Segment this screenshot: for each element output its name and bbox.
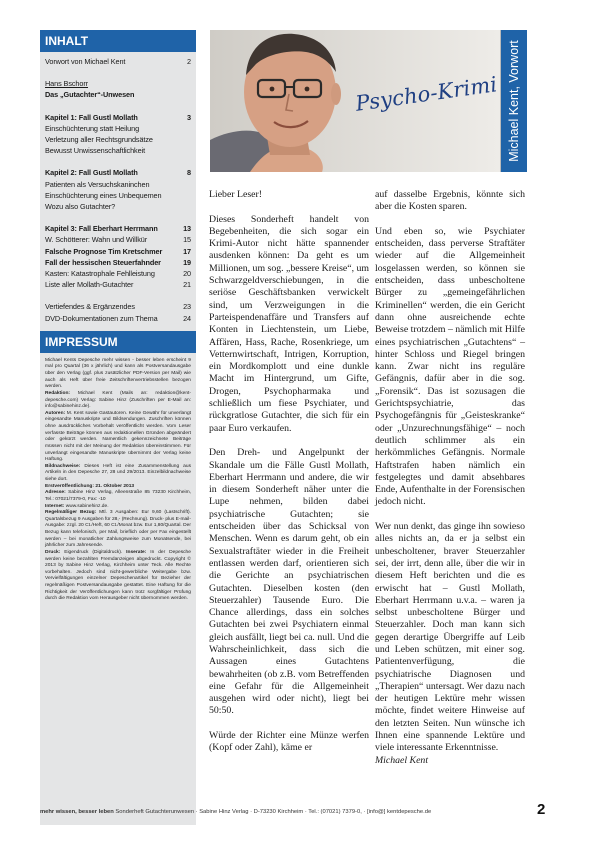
psycho-krimi-script-title: Psycho-Krimi <box>354 72 499 116</box>
toc-entry[interactable] <box>45 201 191 212</box>
toc-entry-title: Bewusst Unwissenschaftlichkeit <box>45 146 146 156</box>
inhalt-heading: INHALT <box>40 30 196 52</box>
toc-spacer <box>45 290 191 301</box>
article-paragraph: Dieses Sonderheft handelt von Begebenheiten, die sich sogar ein Krimi-Autor nicht hätte spannender ausdenken können: Da geht es um Millionen, um sog. „bessere Kreise“, um Schwarzgeldverschiebungen, in die seriöse Geschäftsbanken verwickelt sind, um Verzweigungen in die Parteispendenaffäre und Transfers auf Konten in Liechtenstein, um Liebe, Affären, Hass, Rache, Rosenkriege, um Vetternwirtschaft, Intrigen, Korruption, ein Mordkomplott und eine dunkle Macht im Hintergrund, um Gifte, Drogen, Psychopharmaka und schließlich um fiese Psychiater, und rückgratlose Gutachter, die sich für ein paar Euro verkaufen. <box>209 213 369 434</box>
toc-entry[interactable] <box>45 179 191 190</box>
toc-entry[interactable] <box>45 89 191 100</box>
toc-entry-page: 24 <box>183 313 191 323</box>
toc-spacer <box>45 156 191 167</box>
toc-entry-page: 3 <box>187 112 191 122</box>
sidebar <box>40 30 196 825</box>
toc-entry-page <box>187 78 191 89</box>
toc-entry[interactable] <box>45 167 191 178</box>
toc-entry-title: Kapitel 1: Fall Gustl Mollath <box>45 112 138 122</box>
impressum-bezug: Mtl. 3 Ausgaben: Eur 9,60 (Lastschrift). Quartalsbezug 9 Ausgaben für 28,- (Rechnung). Druck- plus E-mail-Ausgabe: zzgl. 20 Ct./Heft, 60 Ct./Monat bzw. Eur 1,80/Quartal. Der Bezug kann telefonisch, per Mail, brieflich oder per Fax eingestellt werden – bei monatlicher Zahlungsweise zum Monatsende, bei jährlicher zum Jahresende. <box>45 510 191 549</box>
toc-entry[interactable] <box>45 223 191 234</box>
toc-entry-title: Liste aller Mollath-Gutachter <box>45 280 134 290</box>
toc-entry[interactable] <box>45 234 191 245</box>
toc-entry[interactable] <box>45 134 191 145</box>
toc-entry-page <box>187 179 191 190</box>
impressum-label: Internet: <box>45 503 65 509</box>
article-paragraph: Wer nun denkt, das ginge ihn sowieso alles nichts an, da er ja selbst ein unbescholtener, braver Steuerzahler sei, der irrt, denn alle, über die wir in diesem Heft berichten und die es erwischt hat – Gustl Mollath, Eberhart Herrmann u.v.a. – waren ja selbst unbescholtene Bürger und Steuerzahler. Doch man kann sich gegen derartige Übergriffe auf Leib und Leben schützen, mit einer sog. Patientenverfügung, die psychiatrische Diagnosen und „Therapien“ untersagt. Wer dazu nach der heutigen Lektüre mehr wissen möchte, findet weitere Hinweise auf den letzten Seiten. Nun wünsche ich Ihnen eine spannende Lektüre und viele interessante Erkenntnisse. <box>375 521 525 754</box>
impressum-redaktion: Michael Kent (Mails an: redaktion@kent-depesche.com) Verlag: Sabine Hinz (Zuschriften per E-Mail an: info@sabinehinz.de). <box>45 390 191 410</box>
toc-entry[interactable] <box>45 268 191 279</box>
impressum-label: Autoren: <box>45 410 66 416</box>
toc-entry-page: 21 <box>183 280 191 290</box>
footer-text: Sonderheft Gutachterunwesen · Sabine Hinz Verlag · D-73230 Kirchheim · Tel.: (07021) 7379-0, · [info@] kentdepesche.de <box>113 809 432 815</box>
toc-entry[interactable] <box>45 123 191 134</box>
toc-entry-page: 8 <box>187 168 191 178</box>
toc-entry[interactable] <box>45 112 191 123</box>
toc-entry-title: DVD-Dokumentationen zum Thema <box>45 313 158 323</box>
toc-entry-title: Fall der hessischen Steuerfahnder <box>45 257 161 267</box>
page-footer <box>40 809 527 815</box>
toc-entry-page: 19 <box>183 257 191 267</box>
toc-entry-title: Verletzung aller Rechtsgrundsätze <box>45 135 153 145</box>
impressum-intro: Michael Kents Depesche mehr wissen - besser leben erscheint 9 mal pro Quartal (36 x jährlich) und kann als Postversandausgabe über den Verlag (ggf. plus zusätzlicher PDF-Version per Mail) wie auch als Heft über freie Zeitschriftenvertriebsstellen bezogen werden. <box>45 357 191 390</box>
article-signature: Michael Kent <box>375 754 429 766</box>
toc-entry-title: Patienten als Versuchskaninchen <box>45 179 150 189</box>
toc-entry-page <box>187 190 191 201</box>
impressum-druck: Eigendruck (Digitaldruck). <box>64 549 123 555</box>
toc-entry[interactable] <box>45 301 191 312</box>
impressum-erstveroeffentlichung: Erstveröffentlichung: 21. Oktober 2013 <box>45 483 135 489</box>
toc-entry[interactable] <box>45 190 191 201</box>
toc-entry[interactable] <box>45 313 191 324</box>
article-column-1 <box>209 189 369 767</box>
toc-entry[interactable] <box>45 56 191 67</box>
toc-entry[interactable] <box>45 257 191 268</box>
toc-entry-title: Vertiefendes & Ergänzendes <box>45 302 135 312</box>
toc-entry-page: 17 <box>183 246 191 256</box>
table-of-contents <box>40 52 196 324</box>
impressum-inserate: In der Depesche werden keine bezahlten Fremdanzeigen abgedruckt. Copyright © 2013 by Sabine Hinz Verlag, Kirchheim unter Teck. Alle Rechte vorbehalten. Jedoch sind nicht-gewerbliche Weitergabe bzw. Vervielfältigungen einzelner Depeschenartikel für Bezieher der regelmäßigen Postversandausgabe gestattet. Eine Haftung für die Richtigkeit der Veröffentlichungen kann trotz sorgfältiger Prüfung durch die Redaktion vom Herausgeber nicht übernommen werden. <box>45 549 191 602</box>
toc-entry-page: 2 <box>187 57 191 66</box>
article-greeting: Lieber Leser! <box>209 189 263 200</box>
impressum-label: Bildnachweise: <box>45 463 81 469</box>
impressum-autoren: M. Kent sowie Gastautoren. Keine Gewähr für unverlangt eingesandte Manuskripte und Bildsendungen. Zuschriften können ohne ausdrückliches Vorbehalt veröffentlicht werden. Vom Leser verfasste Beiträge können aus redaktionellen Gründen abgeändert oder gekürzt werden. Namentlich gekennzeichnete Beiträge müssen nicht mit der Meinung der Redaktion übereinstimmen. Für unverlangt eingesandte Manuskripte übernimmt der Verlag keine Haftung. <box>45 410 191 463</box>
toc-entry-page <box>187 123 191 134</box>
impressum-label: Inserate: <box>126 549 147 555</box>
toc-entry-title: Kapitel 2: Fall Gustl Mollath <box>45 168 138 178</box>
impressum-label: Druck: <box>45 549 61 555</box>
toc-spacer <box>45 212 191 223</box>
impressum-label: Redaktion: <box>45 390 71 396</box>
impressum-bildnachweise: Dieses Heft ist eine Zusammenstellung aus Artikeln in den Depesche 27, 28 und 29/2013. Einzelbildnachweise siehe dort. <box>45 463 191 483</box>
toc-entry-page: 15 <box>183 235 191 245</box>
vertical-title-text: Michael Kent, Vorwort <box>507 40 521 162</box>
toc-entry[interactable] <box>45 78 191 89</box>
toc-entry-title: Kapitel 3: Fall Eberhart Herrmann <box>45 224 158 234</box>
toc-spacer <box>45 101 191 112</box>
toc-entry-title: Hans Bschorr <box>45 79 89 89</box>
toc-entry-page: 23 <box>183 302 191 312</box>
toc-entry-title: Kasten: Katastrophale Fehlleistung <box>45 269 155 279</box>
toc-entry-page: 20 <box>183 269 191 279</box>
article-paragraph: Den Dreh- und Angelpunkt der Skandale um die Fälle Gustl Mollath, Eberhart Herrmann und andere, die wir in diesem Sonderheft näher unter die Lupe nehmen, bilden dabei psychiatrische Gutachten; sie entscheiden über das Schicksal von Menschen. Wenn es darum geht, ob ein Sexualstraftäter wieder in die Freiheit entlassen werden darf, orientieren sich die Gerichte an psychiatrischen Gutachten. Dieselben kosten (den Steuerzahler) Tausende Euro. Die Chance allerdings, dass ein solches Gutachten bei zwei Psychiatern einmal gleich ausfällt, liegt bei ca. null. Und die Wahrscheinlichkeit, dass sich die Aussagen eines Gutachtens bewahrheiten (ob z.B. vom Betreffenden eine Gefahr für die Allgemeinheit ausgehen wird oder nicht), liegt bei 50:50. <box>209 447 369 717</box>
toc-entry[interactable] <box>45 279 191 290</box>
toc-entry-title: Wozu also Gutachter? <box>45 202 116 212</box>
toc-entry-page <box>187 89 191 100</box>
impressum-internet: www.sabinehinz.de. <box>65 503 109 509</box>
impressum-text <box>40 353 196 603</box>
article-paragraph: auf dasselbe Ergebnis, könnte sich aber die Kosten sparen. <box>375 189 525 213</box>
article-paragraph: Würde der Richter eine Münze werfen (Kopf oder Zahl), käme er <box>209 730 369 754</box>
toc-entry-title: Das „Gutachter“-Unwesen <box>45 90 135 100</box>
footer-tagline: mehr wissen, besser leben <box>40 809 114 815</box>
toc-spacer <box>45 67 191 78</box>
toc-entry-title: Vorwort von Michael Kent <box>45 57 126 66</box>
toc-entry-page: 13 <box>183 224 191 234</box>
article-paragraph: Und eben so, wie Psychiater entscheiden, dass perverse Straftäter wieder auf die Allgemeinheit losgelassen werden, so können sie entscheiden, dass unbescholtene Bürger zu „gemeingefährlichen Kriminellen“ werden, die ein Gericht dann ohne ausreichende echte Beweise trotzdem – nämlich mit Hilfe eines psychiatrischen „Gutachtens“ – hinter Schloss und Riegel bringen kann. Zwar nicht ins reguläre Gefängnis, dafür aber in die sog. „Forensik“. Das ist sozusagen die Gerichtspsychiatrie, das Psychogefängnis für „Geisteskranke“ oder „Unzurechnungsfähige“ – noch deutlich schlimmer als ein herkömmliches Gefängnis. Normale Haftstrafen haben nämlich ein festgelegtes und damit absehbares Ende, Aufenthalte in der Forensischen jedoch nicht. <box>375 225 525 508</box>
toc-entry-page <box>187 201 191 212</box>
toc-entry-title: W. Schötterer: Wahn und Willkür <box>45 235 148 245</box>
impressum-label: Adresse: <box>45 490 66 496</box>
toc-entry[interactable] <box>45 145 191 156</box>
toc-entry-page <box>187 134 191 145</box>
toc-entry-title: Einschüchterung statt Heilung <box>45 123 140 133</box>
page-number: 2 <box>537 801 546 818</box>
impressum-label: Regelmäßiger Bezug: <box>45 510 97 516</box>
article-column-2 <box>375 189 525 767</box>
toc-entry-title: Falsche Prognose Tim Kretschmer <box>45 246 163 256</box>
toc-entry-title: Einschüchterung eines Unbequemen <box>45 190 162 200</box>
impressum-adresse: Sabine Hinz Verlag, Alleenstraße 85 73230 Kirchheim, Tel.: 07021/7379-0, Fax: -10 <box>45 490 191 502</box>
toc-entry[interactable] <box>45 246 191 257</box>
impressum-heading: IMPRESSUM <box>40 331 196 353</box>
toc-entry-page <box>187 145 191 156</box>
